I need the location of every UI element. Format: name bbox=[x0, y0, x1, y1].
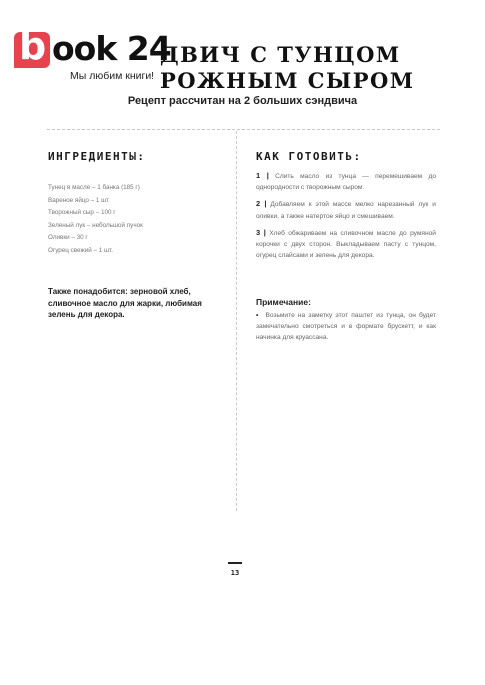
recipe-title-line-1: ДВИЧ С ТУНЦОМ bbox=[160, 42, 401, 67]
logo-wordmark: ook 24 bbox=[52, 29, 171, 68]
method-heading: КАК ГОТОВИТЬ: bbox=[256, 150, 362, 163]
horizontal-divider bbox=[47, 129, 440, 130]
step-text: Слить масло из тунца — перемешиваем до однородности с творожным сыром. bbox=[256, 173, 436, 192]
ingredient-item: Огурец свежий – 1 шт. bbox=[48, 246, 113, 254]
ingredient-item: Творожный сыр – 100 г bbox=[48, 209, 116, 217]
also-needed-text: Также понадобится: зерновой хлеб, сливочное масло для жарки, любимая зелень для декора. bbox=[48, 287, 202, 319]
recipe-subtitle: Рецепт рассчитан на 2 больших сэндвича bbox=[127, 95, 358, 107]
method-step bbox=[256, 170, 436, 193]
method-step bbox=[256, 198, 436, 221]
note-body: Возьмите на заметку этот паштет из тунца, он будет замечательно смотреться и в формате брускетт, и как начинка для круассана. bbox=[256, 312, 437, 342]
step-number: 3 | bbox=[256, 227, 266, 237]
ingredient-item: Тунец в масле – 1 банка (185 г) bbox=[48, 184, 140, 191]
note-bullet: • bbox=[256, 312, 259, 319]
step-text: Добавляем к этой массе мелко нарезанный лук и оливки, а также натертое яйцо и смешиваем. bbox=[256, 201, 436, 220]
book24-logo[interactable] bbox=[14, 24, 174, 90]
step-text: Хлеб обжариваем на сливочном масле до румяной корочки с двух сторон. Выкладываем пасту с тунцом, огурец слайсами и зелень для декора. bbox=[256, 229, 436, 260]
logo-slogan: Мы любим книги! bbox=[70, 70, 155, 82]
ingredients-heading: ИНГРЕДИЕНТЫ: bbox=[48, 150, 146, 163]
method-step bbox=[256, 227, 436, 262]
logo-letter: b bbox=[19, 24, 47, 68]
recipe-title-line-2: РОЖНЫМ СЫРОМ bbox=[160, 68, 415, 93]
step-number: 1 | bbox=[256, 171, 269, 180]
ingredient-item: Вареное яйцо – 1 шт bbox=[48, 196, 110, 204]
ingredients-list bbox=[48, 182, 228, 258]
ingredient-item: Зеленый лук – небольшой пучок bbox=[48, 221, 143, 229]
method-steps bbox=[256, 170, 436, 266]
step-number: 2 | bbox=[256, 199, 267, 209]
recipe-title bbox=[160, 42, 415, 94]
note-heading: Примечание: bbox=[256, 297, 311, 307]
page-number: 13 bbox=[230, 569, 240, 577]
vertical-divider bbox=[236, 131, 237, 511]
note-text bbox=[256, 310, 436, 344]
ingredient-item: Оливки – 30 г bbox=[48, 234, 88, 242]
logo-badge bbox=[14, 24, 50, 68]
page-number-rule bbox=[228, 562, 242, 564]
